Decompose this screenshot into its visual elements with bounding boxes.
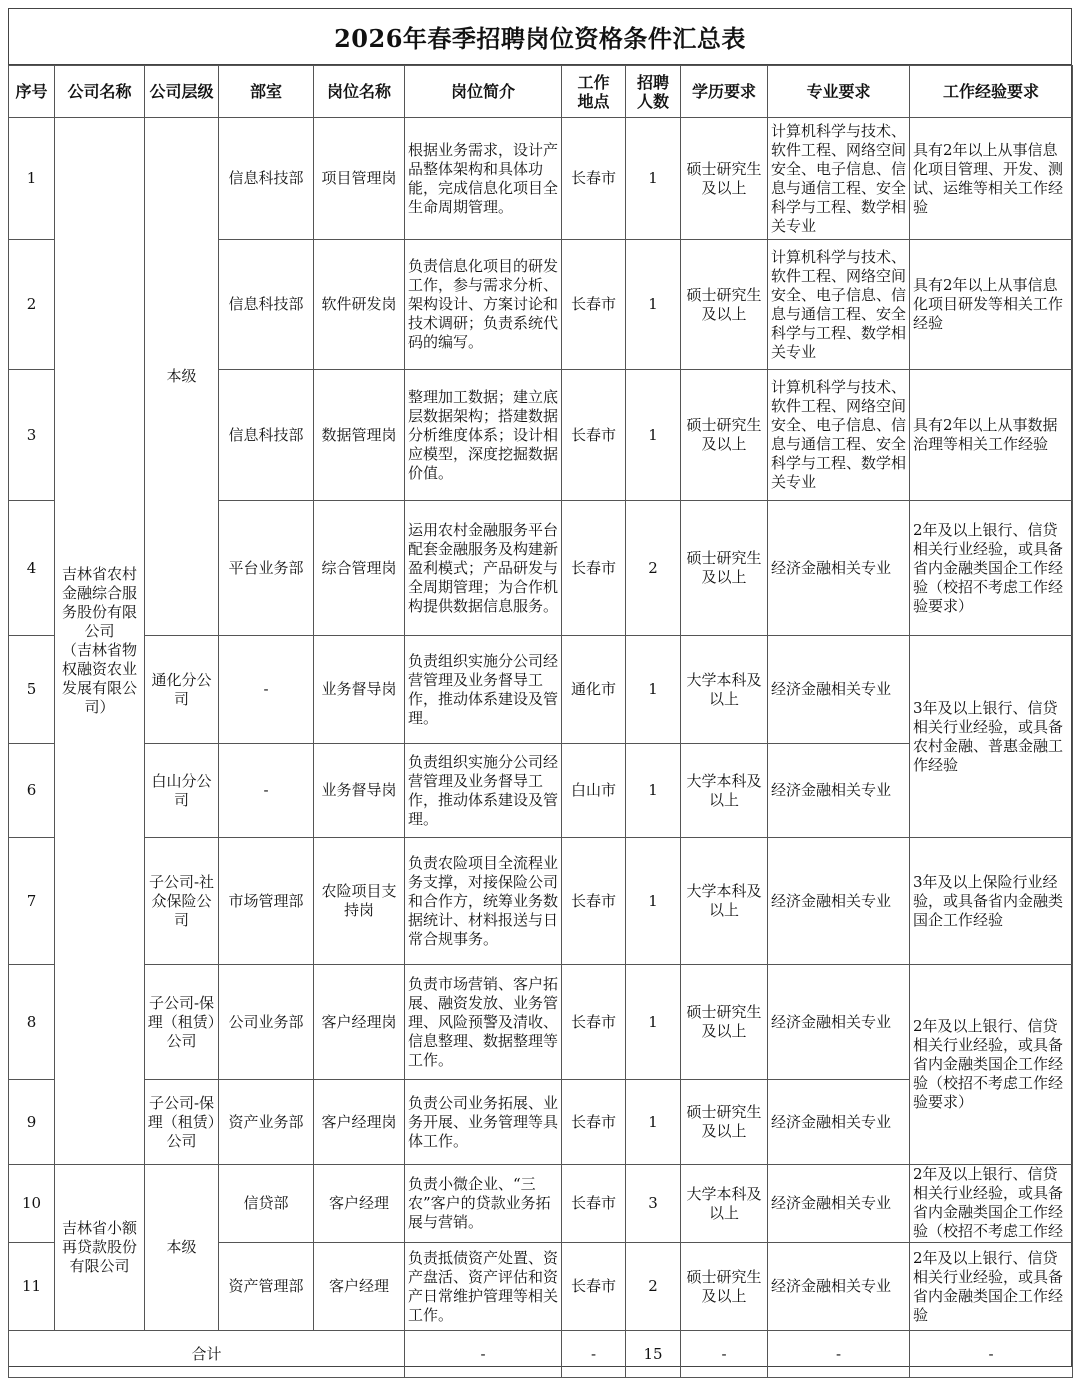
desc-cell: 整理加工数据；建立底层数据架构；搭建数据分析维度体系；设计相应模型，深度挖掘数据价值。 (405, 370, 562, 501)
count-cell: 1 (626, 118, 681, 240)
header-education: 学历要求 (681, 66, 768, 118)
location-cell: 长春市 (562, 838, 626, 965)
experience-cell: 具有2年以上从事信息化项目管理、开发、测试、运维等相关工作经验 (910, 118, 1073, 240)
table-row (9, 965, 1073, 1080)
dept-cell: 信息科技部 (219, 118, 314, 240)
position-cell: 客户经理 (314, 1165, 405, 1243)
desc-cell: 负责市场营销、客户拓展、融资发放、业务管理、风险预警及清收、信息整理、数据整理等工作。 (405, 965, 562, 1080)
desc-cell: 负责组织实施分公司经营管理及业务督导工作，推动体系建设及管理。 (405, 636, 562, 744)
total-desc: - (405, 1331, 562, 1378)
count-cell: 1 (626, 240, 681, 370)
position-cell: 客户经理 (314, 1243, 405, 1331)
experience-cell: 具有2年以上从事数据治理等相关工作经验 (910, 370, 1073, 501)
total-location: - (562, 1331, 626, 1378)
position-cell: 客户经理岗 (314, 1080, 405, 1165)
position-cell: 软件研发岗 (314, 240, 405, 370)
position-cell: 客户经理岗 (314, 965, 405, 1080)
education-cell: 硕士研究生及以上 (681, 1243, 768, 1331)
location-cell: 长春市 (562, 965, 626, 1080)
company-level-cell: 本级 (145, 118, 219, 636)
education-cell: 硕士研究生及以上 (681, 1080, 768, 1165)
recruitment-table (8, 65, 1073, 1378)
desc-cell: 负责信息化项目的研发工作，参与需求分析、架构设计、方案讨论和技术调研；负责系统代码的编写。 (405, 240, 562, 370)
header-position: 岗位名称 (314, 66, 405, 118)
education-cell: 硕士研究生及以上 (681, 501, 768, 636)
experience-cell: 2年及以上银行、信贷相关行业经验，或具备省内金融类国企工作经验（校招不考虑工作经验要求） (910, 965, 1073, 1165)
major-cell: 计算机科学与技术、软件工程、网络空间安全、电子信息、信息与通信工程、安全科学与工程、数学相关专业 (768, 118, 910, 240)
count-cell: 2 (626, 501, 681, 636)
major-cell: 经济金融相关专业 (768, 965, 910, 1080)
education-cell: 大学本科及以上 (681, 744, 768, 838)
count-cell: 2 (626, 1243, 681, 1331)
table-row (9, 118, 1073, 240)
dept-cell: 平台业务部 (219, 501, 314, 636)
header-row (9, 66, 1073, 118)
major-cell: 经济金融相关专业 (768, 1165, 910, 1243)
major-cell: 经济金融相关专业 (768, 1080, 910, 1165)
location-cell: 长春市 (562, 1080, 626, 1165)
location-cell: 长春市 (562, 118, 626, 240)
major-cell: 经济金融相关专业 (768, 501, 910, 636)
header-experience: 工作经验要求 (910, 66, 1073, 118)
position-cell: 农险项目支持岗 (314, 838, 405, 965)
dept-cell: 信息科技部 (219, 240, 314, 370)
row-seq: 9 (9, 1080, 55, 1165)
dept-cell: 公司业务部 (219, 965, 314, 1080)
company-level-cell: 白山分公司 (145, 744, 219, 838)
row-seq: 8 (9, 965, 55, 1080)
company-level-cell: 通化分公司 (145, 636, 219, 744)
count-cell: 1 (626, 370, 681, 501)
header-desc: 岗位简介 (405, 66, 562, 118)
position-cell: 项目管理岗 (314, 118, 405, 240)
dept-cell: 资产业务部 (219, 1080, 314, 1165)
experience-cell (910, 1165, 1073, 1243)
count-cell: 1 (626, 744, 681, 838)
desc-cell: 运用农村金融服务平台配套金融服务及构建新盈利模式；产品研发与全周期管理；为合作机构提供数据信息服务。 (405, 501, 562, 636)
table-row (9, 1165, 1073, 1243)
count-cell: 1 (626, 965, 681, 1080)
row-seq: 10 (9, 1165, 55, 1243)
education-cell: 大学本科及以上 (681, 636, 768, 744)
header-level: 公司层级 (145, 66, 219, 118)
location-cell: 白山市 (562, 744, 626, 838)
education-cell: 大学本科及以上 (681, 838, 768, 965)
desc-cell: 负责小微企业、“三农”客户的贷款业务拓展与营销。 (405, 1165, 562, 1243)
header-location: 工作 地点 (562, 66, 626, 118)
row-seq: 5 (9, 636, 55, 744)
major-cell: 计算机科学与技术、软件工程、网络空间安全、电子信息、信息与通信工程、安全科学与工程、数学相关专业 (768, 240, 910, 370)
major-cell: 经济金融相关专业 (768, 636, 910, 744)
total-education: - (681, 1331, 768, 1378)
desc-cell: 根据业务需求，设计产品整体架构和具体功能，完成信息化项目全生命周期管理。 (405, 118, 562, 240)
count-cell: 1 (626, 1080, 681, 1165)
dept-cell: 信息科技部 (219, 370, 314, 501)
position-cell: 业务督导岗 (314, 636, 405, 744)
experience-text: 2年及以上银行、信贷相关行业经验，或具备省内金融类国企工作经验（校招不考虑工作经 (913, 1165, 1064, 1240)
header-seq: 序号 (9, 66, 55, 118)
total-row (9, 1331, 1073, 1378)
dept-cell: 信贷部 (219, 1165, 314, 1243)
company-level-cell: 子公司-保理（租赁）公司 (145, 1080, 219, 1165)
table-row (9, 838, 1073, 965)
row-seq: 11 (9, 1243, 55, 1331)
experience-cell: 2年及以上银行、信贷相关行业经验，或具备省内金融类国企工作经验 (910, 1243, 1073, 1331)
header-count: 招聘 人数 (626, 66, 681, 118)
experience-cell: 3年及以上保险行业经验，或具备省内金融类国企工作经验 (910, 838, 1073, 965)
position-cell: 综合管理岗 (314, 501, 405, 636)
row-seq: 7 (9, 838, 55, 965)
location-cell: 长春市 (562, 501, 626, 636)
education-cell: 硕士研究生及以上 (681, 965, 768, 1080)
header-major: 专业要求 (768, 66, 910, 118)
location-cell: 长春市 (562, 370, 626, 501)
total-label: 合计 (9, 1331, 405, 1378)
dept-cell: - (219, 636, 314, 744)
company-name-cell: 吉林省农村金融综合服务股份有限公司 （吉林省物权融资农业发展有限公司） (55, 118, 145, 1165)
row-seq: 4 (9, 501, 55, 636)
total-major: - (768, 1331, 910, 1378)
dept-cell: - (219, 744, 314, 838)
desc-cell: 负责组织实施分公司经营管理及业务督导工作，推动体系建设及管理。 (405, 744, 562, 838)
education-cell: 硕士研究生及以上 (681, 370, 768, 501)
total-count: 15 (626, 1331, 681, 1378)
location-cell: 长春市 (562, 1243, 626, 1331)
desc-cell: 负责农险项目全流程业务支撑，对接保险公司和合作方，统筹业务数据统计、材料报送与日常合规事务。 (405, 838, 562, 965)
position-cell: 数据管理岗 (314, 370, 405, 501)
location-cell: 长春市 (562, 240, 626, 370)
page-title: 2026年春季招聘岗位资格条件汇总表 (8, 8, 1072, 65)
desc-cell: 负责公司业务拓展、业务开展、业务管理等具体工作。 (405, 1080, 562, 1165)
row-seq: 6 (9, 744, 55, 838)
experience-cell: 2年及以上银行、信贷相关行业经验，或具备省内金融类国企工作经验（校招不考虑工作经验要求） (910, 501, 1073, 636)
header-company: 公司名称 (55, 66, 145, 118)
company-name-cell: 吉林省小额再贷款股份有限公司 (55, 1165, 145, 1331)
education-cell: 硕士研究生及以上 (681, 118, 768, 240)
location-cell: 长春市 (562, 1165, 626, 1243)
desc-cell: 负责抵债资产处置、资产盘活、资产评估和资产日常维护管理等相关工作。 (405, 1243, 562, 1331)
total-experience: - (910, 1331, 1073, 1378)
count-cell: 1 (626, 838, 681, 965)
row-seq: 2 (9, 240, 55, 370)
location-cell: 通化市 (562, 636, 626, 744)
table-row (9, 636, 1073, 744)
major-cell: 经济金融相关专业 (768, 1243, 910, 1331)
experience-cell: 3年及以上银行、信贷相关行业经验，或具备农村金融、普惠金融工作经验 (910, 636, 1073, 838)
education-cell: 硕士研究生及以上 (681, 240, 768, 370)
company-level-cell: 子公司-保理（租赁）公司 (145, 965, 219, 1080)
row-seq: 1 (9, 118, 55, 240)
count-cell: 1 (626, 636, 681, 744)
major-cell: 经济金融相关专业 (768, 744, 910, 838)
position-cell: 业务督导岗 (314, 744, 405, 838)
dept-cell: 资产管理部 (219, 1243, 314, 1331)
dept-cell: 市场管理部 (219, 838, 314, 965)
major-cell: 经济金融相关专业 (768, 838, 910, 965)
count-cell: 3 (626, 1165, 681, 1243)
experience-cell: 具有2年以上从事信息化项目研发等相关工作经验 (910, 240, 1073, 370)
header-dept: 部室 (219, 66, 314, 118)
row-seq: 3 (9, 370, 55, 501)
company-level-cell: 本级 (145, 1165, 219, 1331)
major-cell: 计算机科学与技术、软件工程、网络空间安全、电子信息、信息与通信工程、安全科学与工程、数学相关专业 (768, 370, 910, 501)
company-level-cell: 子公司-社众保险公司 (145, 838, 219, 965)
education-cell: 大学本科及以上 (681, 1165, 768, 1243)
